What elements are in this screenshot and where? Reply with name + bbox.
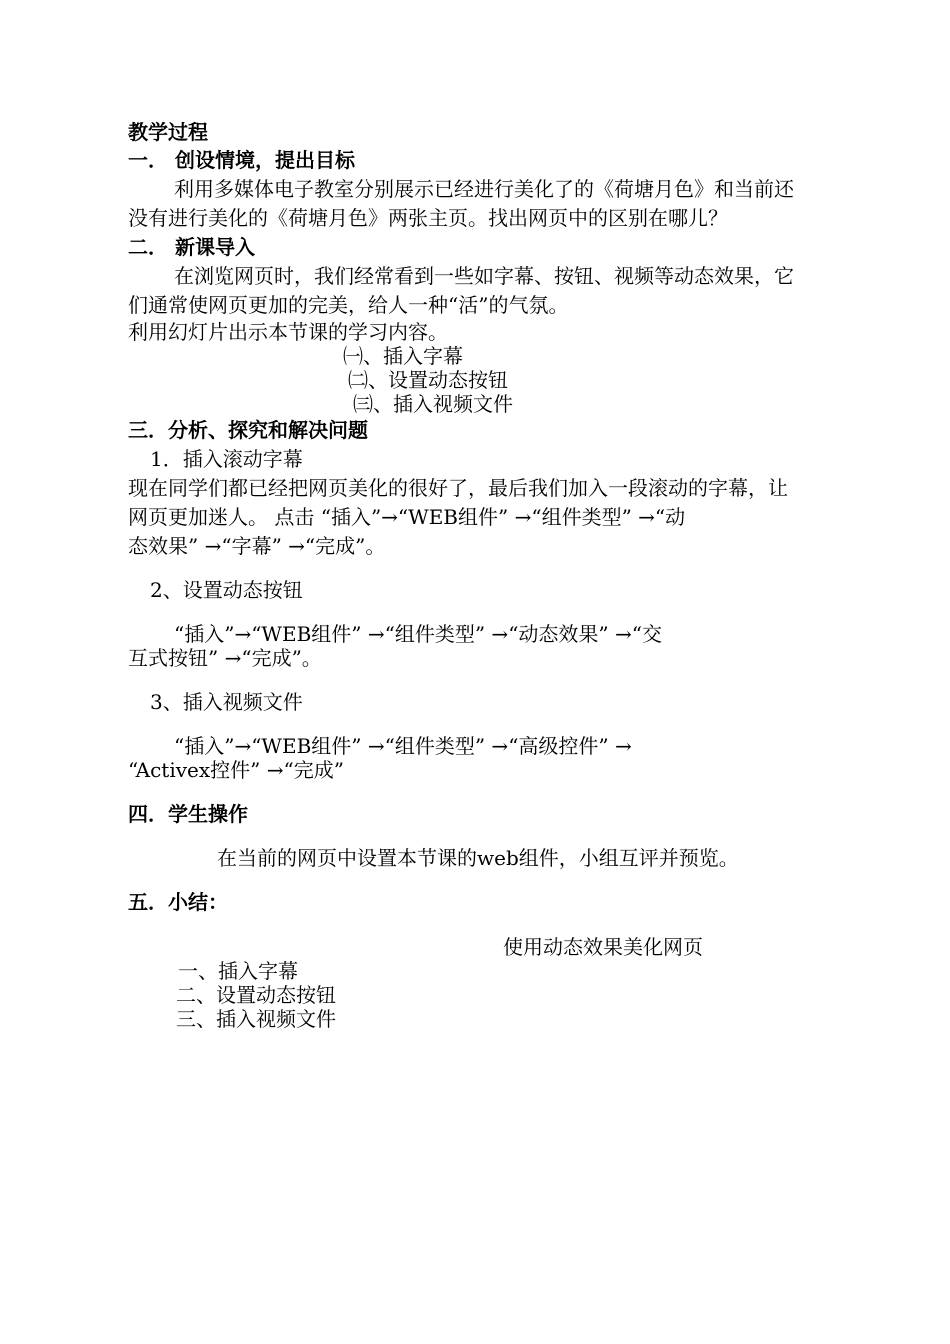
section2-list-item-1: ㈠、插入字幕 [343, 344, 463, 368]
section3-sub3-line2: “Activex控件” →“完成” [128, 758, 344, 782]
section5-title: 五．小结： [128, 890, 228, 914]
section1-title: 一． 创设情境，提出目标 [128, 148, 355, 172]
section3-sub1-line2: 网页更加迷人。 点击 “插入”→“WEB组件” →“组件类型” →“动 [128, 505, 686, 529]
section2-para-line2: 们通常使网页更加的完美，给人一种“活”的气氛。 [128, 293, 569, 317]
section2-para-line1: 在浏览网页时，我们经常看到一些如字幕、按钮、视频等动态效果，它 [174, 264, 794, 288]
section5-list-item-3: 三、插入视频文件 [176, 1007, 336, 1031]
doc-heading: 教学过程 [128, 120, 208, 144]
section3-sub3-line1: “插入”→“WEB组件” →“组件类型” →“高级控件” → [174, 734, 632, 758]
section3-sub2-line2: 互式按钮” →“完成”。 [128, 646, 322, 670]
section5-list-item-1: 一、插入字幕 [178, 959, 298, 983]
section3-sub1-line1: 现在同学们都已经把网页美化的很好了，最后我们加入一段滚动的字幕，让 [128, 476, 788, 500]
section2-list-item-3: ㈢、插入视频文件 [353, 392, 513, 416]
section3-sub2-title: 2、设置动态按钮 [150, 578, 303, 602]
section2-list-item-2: ㈡、设置动态按钮 [348, 368, 508, 392]
section3-sub1-title: 1．插入滚动字幕 [150, 447, 303, 471]
section3-sub3-title: 3、插入视频文件 [150, 690, 303, 714]
section5-center-title: 使用动态效果美化网页 [503, 935, 703, 959]
section3-sub2-line1: “插入”→“WEB组件” →“组件类型” →“动态效果” →“交 [174, 622, 662, 646]
section3-sub1-line3: 态效果” →“字幕” →“完成”。 [128, 534, 386, 558]
section1-para-line1: 利用多媒体电子教室分别展示已经进行美化了的《荷塘月色》和当前还 [174, 177, 794, 201]
section4-title: 四．学生操作 [128, 802, 248, 826]
section5-list-item-2: 二、设置动态按钮 [176, 983, 336, 1007]
section1-para-line2: 没有进行美化的《荷塘月色》两张主页。找出网页中的区别在哪儿？ [128, 206, 728, 230]
section3-title: 三．分析、探究和解决问题 [128, 418, 368, 442]
section2-title: 二． 新课导入 [128, 235, 255, 259]
section4-para: 在当前的网页中设置本节课的web组件，小组互评并预览。 [217, 846, 739, 870]
section2-para-line3: 利用幻灯片出示本节课的学习内容。 [128, 320, 448, 344]
